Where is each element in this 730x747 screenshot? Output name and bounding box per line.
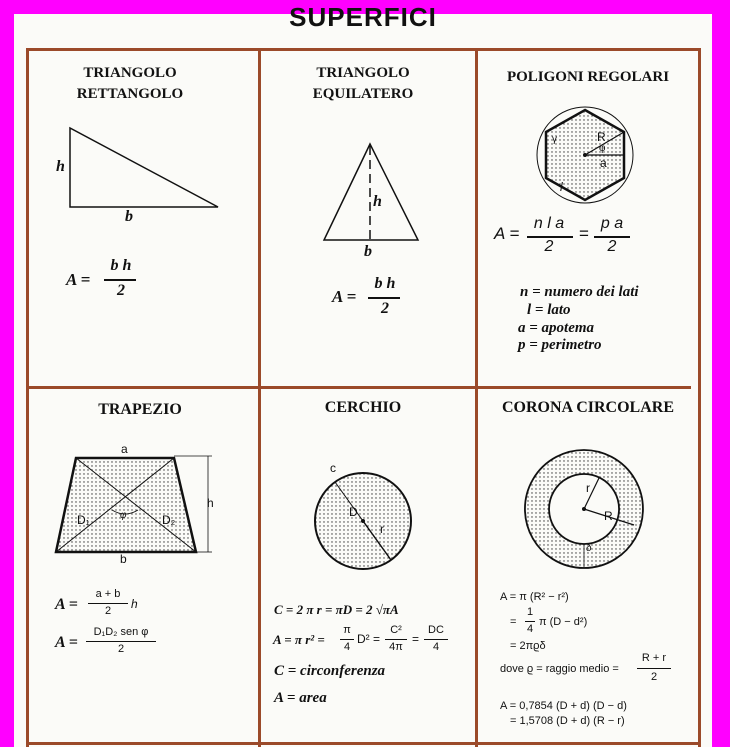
title-line2: RETTANGOLO — [76, 86, 184, 102]
f1-tail: h — [131, 597, 138, 611]
cell-title: TRAPEZIO — [98, 401, 182, 418]
f1-bar — [88, 603, 128, 604]
label-c: c — [330, 461, 336, 475]
label-D: D — [349, 505, 358, 519]
cell-title — [40, 63, 220, 105]
formula-l1: A = π (R² − r²) — [500, 591, 569, 603]
frac2-numerator: p a — [600, 215, 624, 232]
label-D1: D₁ — [77, 513, 90, 527]
line2-frac3-numerator: DC — [428, 624, 444, 636]
line2-frac2-numerator: C² — [390, 624, 402, 636]
line2-frac3-bar — [424, 639, 448, 640]
legend-area: A = area — [274, 690, 327, 706]
cell-title: CERCHIO — [324, 399, 402, 416]
formula-l6: = 1,5708 (D + d) (R − r) — [510, 715, 625, 727]
grid-line-right — [698, 48, 701, 747]
f2-bar — [86, 641, 156, 642]
title-line1: TRIANGOLO — [83, 65, 177, 81]
line2-equals: = — [412, 632, 420, 646]
formula-l4-bar — [637, 668, 671, 669]
f2-numerator: D₁D₂ sen φ — [93, 626, 149, 638]
legend-a: a = apotema — [518, 320, 595, 336]
label-delta: δ — [586, 543, 592, 554]
page-title: SUPERFICI — [289, 2, 437, 32]
label-R: R — [597, 130, 606, 144]
formula-denominator: 2 — [117, 282, 125, 299]
label-h: h — [373, 193, 382, 210]
legend-circonferenza: C = circonferenza — [274, 663, 386, 679]
line2-frac1-denominator: 4 — [343, 641, 351, 653]
label-R: R — [604, 509, 613, 523]
grid-line-top — [26, 48, 701, 51]
formula-l4-text: dove ϱ = raggio medio = — [500, 663, 619, 675]
label-phi: φ — [120, 510, 127, 521]
label-r: r — [586, 481, 590, 495]
title-line1: TRIANGOLO — [316, 65, 410, 81]
label-b: b — [364, 243, 372, 260]
line2-frac1-numerator: π — [343, 624, 351, 636]
label-a: a — [600, 156, 607, 170]
grid-line-col1 — [258, 48, 261, 747]
label-a: a — [121, 442, 128, 456]
fraction-bar — [368, 297, 400, 299]
cell-title: CORONA CIRCOLARE — [501, 399, 674, 416]
grid-line-left — [26, 48, 29, 747]
label-r: r — [380, 522, 384, 536]
fraction-bar — [104, 279, 136, 281]
frac1-denominator: 2 — [544, 238, 554, 255]
f2-lhs: A = — [55, 634, 78, 651]
formula-lhs: A = — [494, 224, 520, 243]
label-b: b — [125, 208, 133, 225]
formula-l2-denominator: 4 — [526, 623, 534, 635]
annulus-figure — [522, 447, 646, 571]
trapezoid-figure — [50, 448, 220, 563]
label-D2: D₂ — [162, 513, 176, 527]
right-triangle-figure — [60, 120, 230, 220]
f1-lhs: A = — [55, 596, 78, 613]
line2-mid: D² = — [357, 632, 381, 646]
formula-l5: A = 0,7854 (D + d) (D − d) — [500, 700, 627, 712]
cell-title — [273, 63, 453, 105]
title-line2: EQUILATERO — [312, 86, 414, 102]
label-b: b — [120, 552, 127, 566]
formula-numerator: b h — [374, 275, 396, 292]
frac2-denominator: 2 — [607, 238, 617, 255]
formula-lhs: A = — [66, 270, 91, 289]
formula-equals: = — [579, 224, 589, 243]
label-phi: φ — [599, 143, 606, 154]
f1-denominator: 2 — [104, 605, 112, 617]
legend-p: p = perimetro — [518, 337, 602, 353]
grid-line-bottom — [26, 742, 701, 745]
f1-numerator: a + b — [95, 588, 121, 600]
label-h: h — [207, 496, 214, 510]
formula-l2-bar — [525, 621, 535, 622]
formula-l4-denominator: 2 — [650, 671, 658, 683]
hexagon-figure — [530, 102, 640, 208]
formula-line2-lhs: A = π r² = — [273, 632, 325, 647]
formula-line1: C = 2 π r = πD = 2 √πA — [274, 602, 399, 617]
line2-frac2-denominator: 4π — [389, 641, 403, 653]
formula-l3: = 2πϱδ — [510, 640, 546, 652]
formula-lhs: A = — [332, 287, 357, 306]
line2-frac2-bar — [385, 639, 407, 640]
label-gamma: γ — [552, 134, 557, 145]
label-l: l — [560, 180, 563, 194]
formula-l4-numerator: R + r — [641, 652, 667, 664]
formula-denominator: 2 — [381, 300, 389, 317]
formula-l2-lhs: = — [510, 616, 517, 628]
grid-line-middle — [26, 386, 691, 389]
line2-frac3-denominator: 4 — [432, 641, 440, 653]
formula-l2-tail: π (D − d²) — [539, 616, 588, 628]
circle-figure — [310, 468, 416, 574]
formula-numerator: b h — [110, 257, 132, 274]
frac1-numerator: n l a — [533, 215, 565, 232]
formula-l2-numerator: 1 — [526, 606, 534, 618]
legend-n: n = numero dei lati — [520, 284, 639, 300]
cell-title: POLIGONI REGOLARI — [506, 69, 670, 85]
f2-denominator: 2 — [117, 643, 125, 655]
legend-l: l = lato — [527, 302, 571, 318]
label-h: h — [56, 158, 65, 175]
line2-frac1-bar — [340, 639, 354, 640]
